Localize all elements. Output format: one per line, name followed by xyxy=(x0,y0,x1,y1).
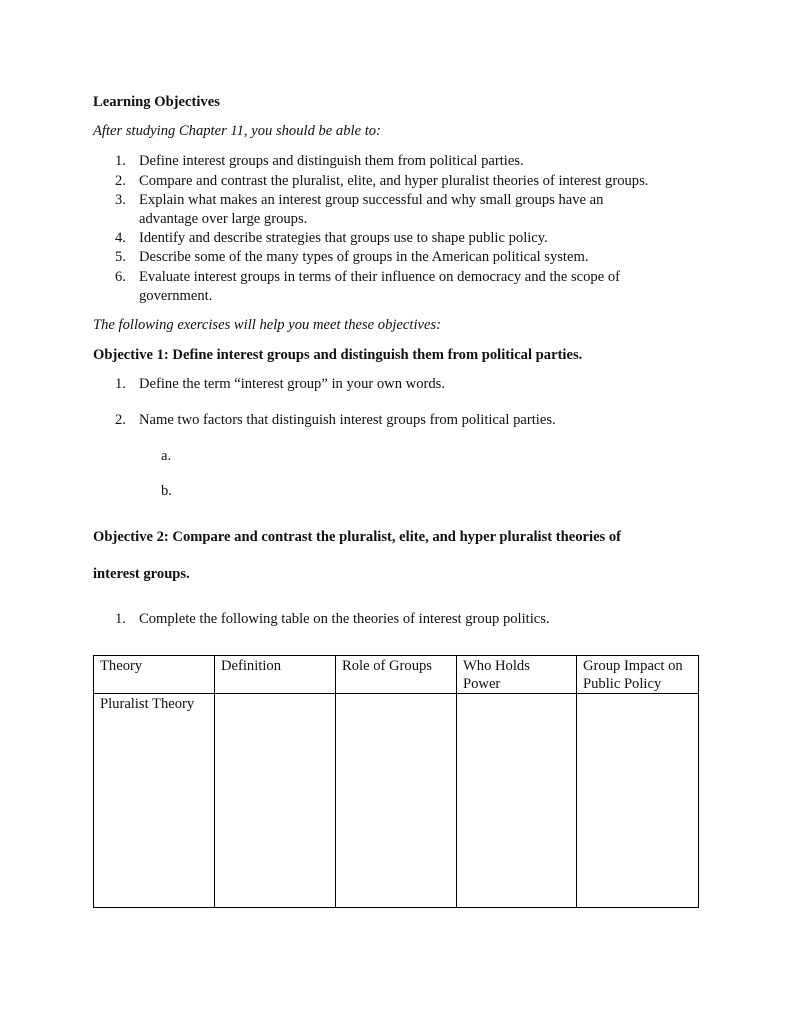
heading-learning-objectives: Learning Objectives xyxy=(93,94,220,110)
theories-table xyxy=(93,655,699,908)
question-number: 1. xyxy=(115,611,126,627)
list-item-number: 2. xyxy=(115,173,126,189)
table-header-cell xyxy=(457,656,577,694)
header-group-impact-line2: Public Policy xyxy=(583,676,662,692)
question-text: Name two factors that distinguish interest groups from political parties. xyxy=(139,412,556,428)
list-item-number: 4. xyxy=(115,230,126,246)
list-item-text: Compare and contrast the pluralist, elite, and hyper pluralist theories of interest groups. xyxy=(139,173,649,189)
list-item-text-continued: advantage over large groups. xyxy=(139,211,308,227)
question-number: 1. xyxy=(115,376,126,392)
intro-text: After studying Chapter 11, you should be able to: xyxy=(93,123,381,139)
objective-2-title: Objective 2: Compare and contrast the pluralist, elite, and hyper pluralist theories of xyxy=(93,529,622,545)
header-definition: Definition xyxy=(221,658,281,674)
table-header-cell xyxy=(577,656,699,694)
header-role-of-groups: Role of Groups xyxy=(342,658,432,674)
table-cell: Pluralist Theory xyxy=(94,694,215,908)
list-item-number: 1. xyxy=(115,153,126,169)
answer-label-a: a. xyxy=(161,448,172,464)
list-item-number: 5. xyxy=(115,249,126,265)
list-item-text: Define interest groups and distinguish them from political parties. xyxy=(139,153,524,169)
table-cell-blank[interactable] xyxy=(577,694,699,908)
header-who-holds-power-line2: Power xyxy=(463,676,501,692)
list-item-text: Evaluate interest groups in terms of their influence on democracy and the scope of xyxy=(139,269,621,285)
table-cell-blank[interactable] xyxy=(336,694,457,908)
table-cell-blank[interactable] xyxy=(215,694,336,908)
question-text: Define the term “interest group” in your own words. xyxy=(139,376,445,392)
list-item-text: Identify and describe strategies that groups use to shape public policy. xyxy=(139,230,548,246)
list-item-text: Describe some of the many types of groups in the American political system. xyxy=(139,249,589,265)
header-who-holds-power: Who Holds xyxy=(463,658,530,674)
question-number: 2. xyxy=(115,412,126,428)
objective-1-title: Objective 1: Define interest groups and distinguish them from political parties. xyxy=(93,347,583,363)
question-text: Complete the following table on the theories of interest group politics. xyxy=(139,611,550,627)
exercises-intro: The following exercises will help you meet these objectives: xyxy=(93,317,441,333)
header-group-impact: Group Impact on xyxy=(583,658,683,674)
list-item-text: Explain what makes an interest group successful and why small groups have an xyxy=(139,192,604,208)
table-row xyxy=(94,694,699,908)
list-item-number: 3. xyxy=(115,192,126,208)
table-header-cell xyxy=(215,656,336,694)
answer-label-b: b. xyxy=(161,483,172,499)
objective-2-title-continued: interest groups. xyxy=(93,566,190,582)
table-header-cell xyxy=(336,656,457,694)
table-cell-blank[interactable] xyxy=(457,694,577,908)
table-header-cell xyxy=(94,656,215,694)
list-item-text-continued: government. xyxy=(139,288,213,304)
table-header-row xyxy=(94,656,699,694)
header-theory: Theory xyxy=(100,658,143,674)
list-item-number: 6. xyxy=(115,269,126,285)
